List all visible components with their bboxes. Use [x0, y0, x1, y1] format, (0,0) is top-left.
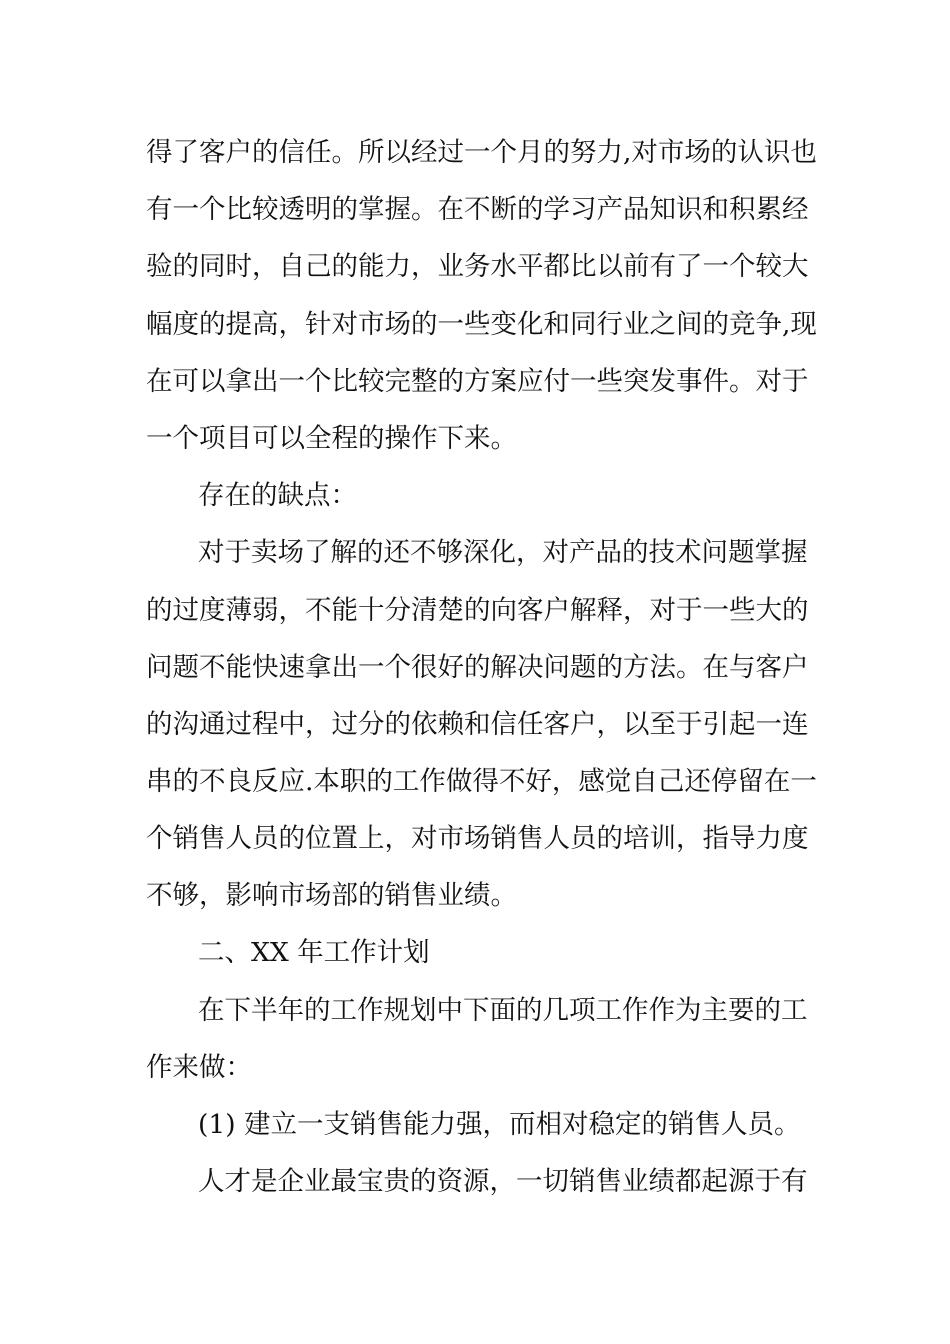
text-line: 得了客户的信任。所以经过一个月的努力,对市场的认识也 [146, 137, 817, 168]
text-line: 作来做： [146, 1052, 252, 1083]
text-line: 个销售人员的位置上，对市场销售人员的培训，指导力度 [146, 823, 809, 854]
text-line: 的过度薄弱，不能十分清楚的向客户解释，对于一些大的 [146, 595, 809, 626]
text-line: 对于卖场了解的还不够深化，对产品的技术问题掌握 [198, 537, 808, 568]
text-line: 问题不能快速拿出一个很好的解决问题的方法。在与客户 [146, 652, 809, 683]
text-line: 在可以拿出一个比较完整的方案应付一些突发事件。对于 [146, 366, 809, 397]
text-line: 在下半年的工作规划中下面的几项工作作为主要的工 [198, 995, 808, 1026]
section-heading: 存在的缺点： [198, 480, 357, 511]
text-line: 有一个比较透明的掌握。在不断的学习产品知识和积累经 [146, 194, 809, 225]
text-line: 一个项目可以全程的操作下来。 [146, 423, 517, 454]
text-line: 串的不良反应.本职的工作做得不好，感觉自己还停留在一 [146, 766, 817, 797]
list-item: (1) 建立一支销售能力强，而相对稳定的销售人员。 [198, 1109, 801, 1140]
text-line: 人才是企业最宝贵的资源，一切销售业绩都起源于有 [198, 1166, 808, 1197]
text-line: 的沟通过程中，过分的依赖和信任客户，以至于引起一连 [146, 709, 809, 740]
text-line: 验的同时，自己的能力，业务水平都比以前有了一个较大 [146, 251, 809, 282]
text-line: 不够，影响市场部的销售业绩。 [146, 880, 517, 911]
text-line: 幅度的提高，针对市场的一些变化和同行业之间的竞争,现 [146, 309, 817, 340]
section-heading: 二、XX 年工作计划 [198, 937, 430, 968]
